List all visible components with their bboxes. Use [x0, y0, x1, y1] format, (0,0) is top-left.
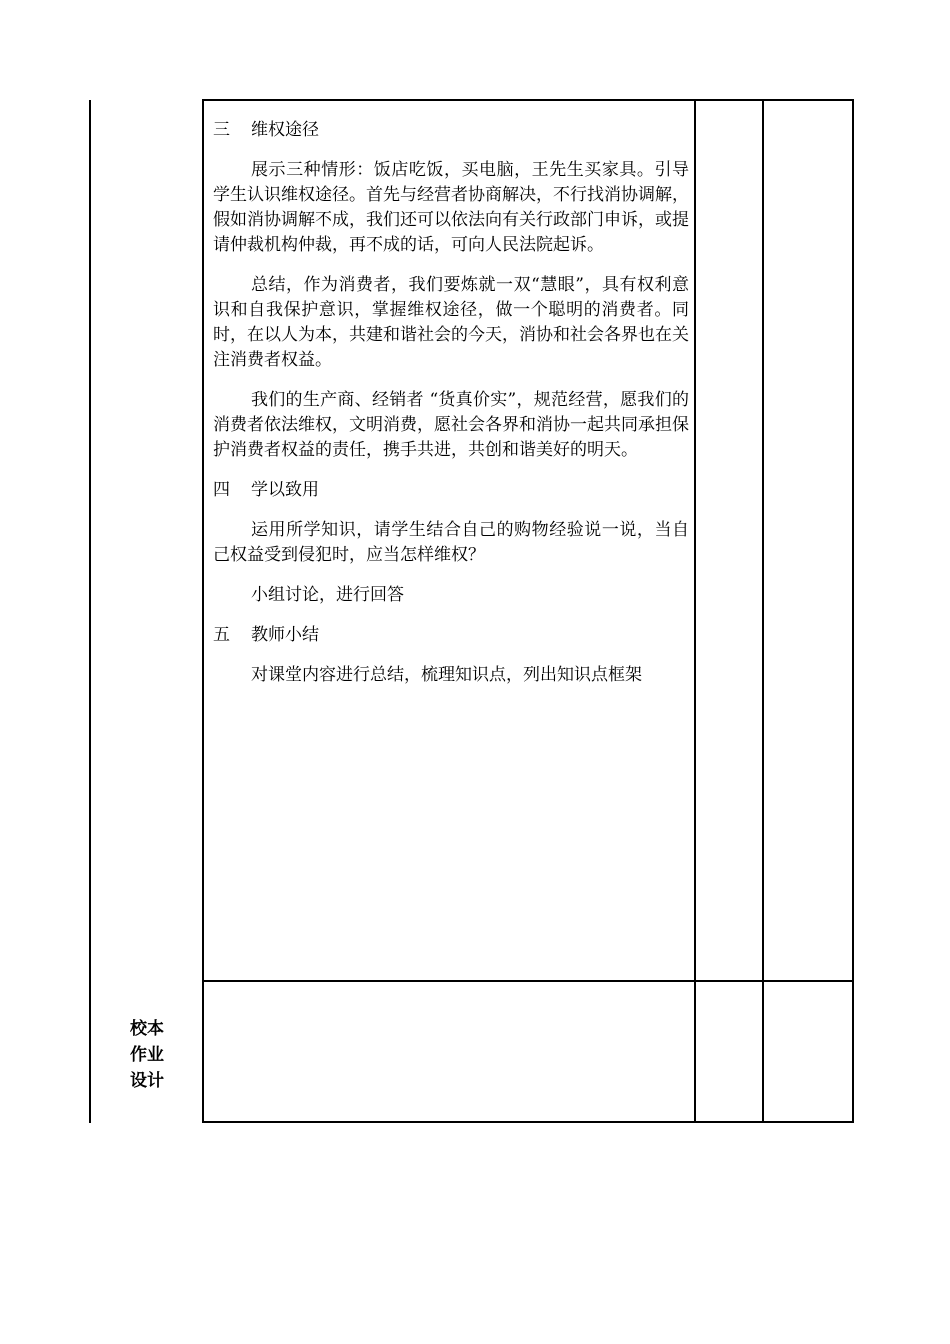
right-border-line: [852, 100, 854, 1123]
paragraph: 小组讨论，进行回答: [251, 585, 404, 605]
left-border-line: [89, 100, 91, 1123]
row-label-homework-design: [124, 1016, 170, 1094]
section-title: 维权途径: [251, 120, 319, 140]
paragraph: 总结，作为消费者，我们要炼就一双“慧眼”，具有权利意识和自我保护意识，掌握维权途径，做一个聪明的消费者。同时，在以人为本，共建和谐社会的今天，消协和社会各界也在关注消费者权益。: [213, 275, 689, 370]
paragraph: 我们的生产商、经销者 “货真价实”，规范经营，愿我们的消费者依法维权，文明消费，愿社会各界和消协一起共同承担保护消费者权益的责任，携手共进，共创和谐美好的明天。: [213, 390, 689, 460]
paragraph: 对课堂内容进行总结，梳理知识点，列出知识点框架: [251, 665, 642, 685]
section-title: 学以致用: [251, 480, 319, 500]
section-heading: [213, 118, 689, 143]
top-border-line: [202, 99, 854, 101]
section-heading: [213, 623, 689, 648]
bottom-border-line: [202, 1121, 854, 1123]
section-number: 三: [213, 120, 230, 140]
row-label-line: 作业: [130, 1045, 164, 1065]
content-left-border: [202, 100, 204, 1123]
section-title: 教师小结: [251, 625, 319, 645]
column-divider-2: [762, 100, 764, 1123]
lesson-content: [213, 118, 689, 703]
row-divider-line: [202, 980, 854, 982]
section-heading: [213, 478, 689, 503]
column-divider-1: [694, 100, 696, 1123]
section-number: 四: [213, 480, 230, 500]
paragraph: 运用所学知识，请学生结合自己的购物经验说一说，当自己权益受到侵犯时，应当怎样维权？: [213, 520, 689, 565]
section-number: 五: [213, 625, 230, 645]
row-label-line: 设计: [130, 1071, 164, 1091]
paragraph: 展示三种情形：饭店吃饭，买电脑，王先生买家具。引导学生认识维权途径。首先与经营者协商解决，不行找消协调解，假如消协调解不成，我们还可以依法向有关行政部门申诉，或提请仲裁机构仲裁，再不成的话，可向人民法院起诉。: [213, 160, 689, 255]
row-label-line: 校本: [130, 1019, 164, 1039]
